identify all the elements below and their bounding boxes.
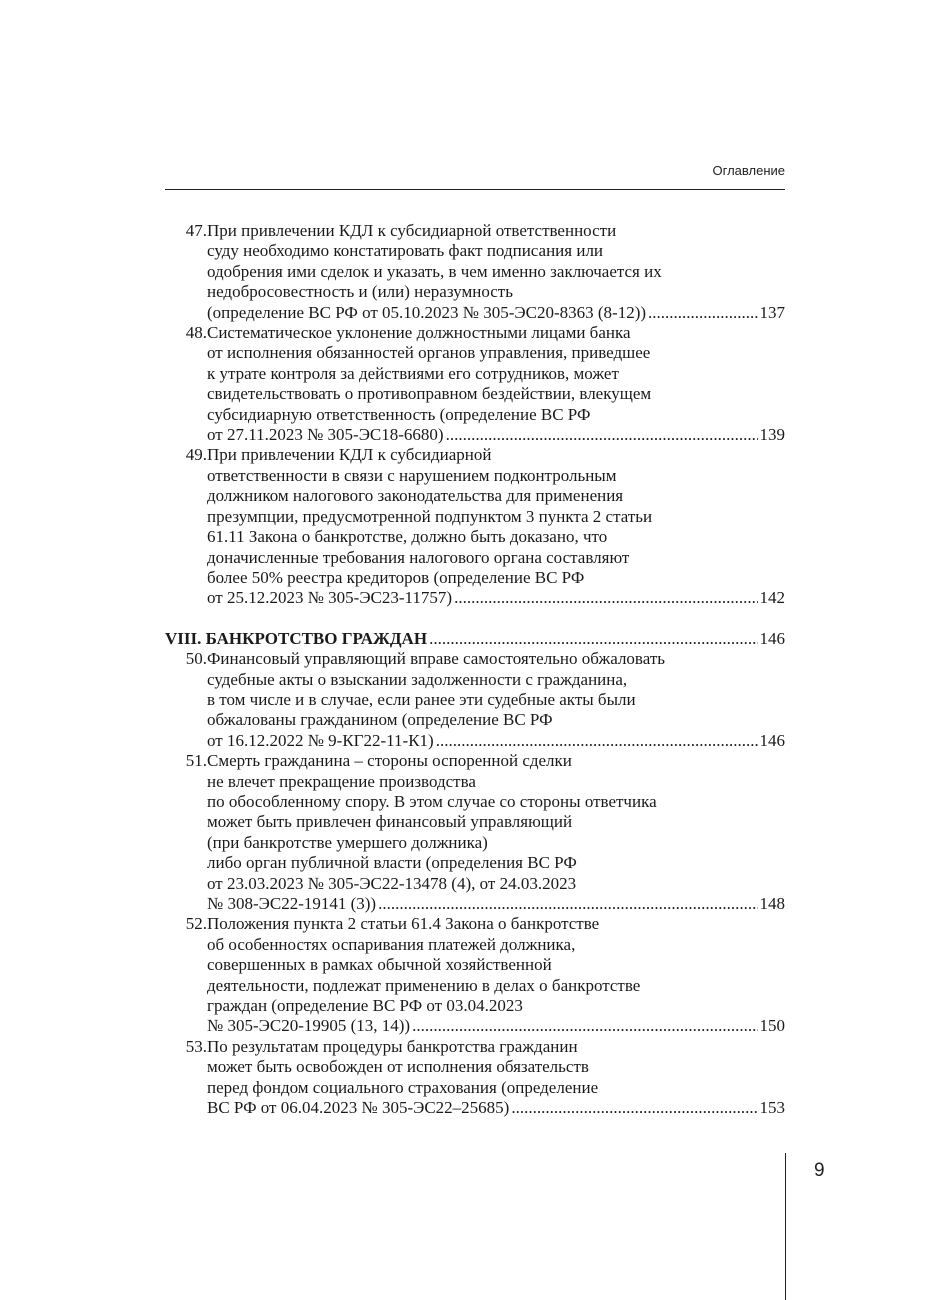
entry-line: к утрате контроля за действиями его сотрудников, может bbox=[207, 363, 619, 383]
entry-line: обжалованы гражданином (определение ВС РФ bbox=[207, 710, 553, 730]
entry-line: от исполнения обязанностей органов управления, приведшее bbox=[207, 343, 651, 363]
entry-line: недобросовестность и (или) неразумность bbox=[207, 282, 513, 302]
entry-line: Финансовый управляющий вправе самостоятельно обжаловать bbox=[207, 649, 666, 669]
page-ref: 139 bbox=[759, 425, 785, 445]
entry-line: совершенных в рамках обычной хозяйственной bbox=[207, 955, 552, 975]
entry-number: 47. bbox=[185, 221, 207, 240]
dot-leader bbox=[378, 894, 757, 914]
entry-line: может быть освобожден от исполнения обязательств bbox=[207, 1057, 589, 1077]
entry-line: от 27.11.2023 № 305-ЭС18-6680) bbox=[207, 425, 444, 445]
toc-entry-53[interactable] bbox=[165, 1037, 785, 1119]
dot-leader bbox=[412, 1016, 757, 1036]
toc-entry-48[interactable] bbox=[165, 323, 785, 445]
entry-line: (при банкротстве умершего должника) bbox=[207, 832, 488, 852]
entry-line: свидетельствовать о противоправном бездействии, влекущем bbox=[207, 384, 652, 404]
page-ref: 150 bbox=[759, 1016, 785, 1036]
table-of-contents bbox=[165, 221, 785, 1118]
entry-line: граждан (определение ВС РФ от 03.04.2023 bbox=[207, 996, 523, 1016]
entry-line: При привлечении КДЛ к субсидиарной bbox=[207, 445, 492, 465]
entry-line: об особенностях оспаривания платежей должника, bbox=[207, 934, 576, 954]
entry-line: более 50% реестра кредиторов (определение ВС РФ bbox=[207, 567, 585, 587]
entry-line: доначисленные требования налогового органа составляют bbox=[207, 547, 630, 567]
entry-line: № 305-ЭС20-19905 (13, 14)) bbox=[207, 1016, 411, 1036]
entry-line: судебные акты о взыскании задолженности с гражданина, bbox=[207, 669, 628, 689]
page-number: 9 bbox=[814, 1160, 825, 1181]
entry-number: 52. bbox=[185, 914, 207, 934]
running-head-title: Оглавление bbox=[712, 163, 785, 178]
section-title: VIII. БАНКРОТСТВО ГРАЖДАН bbox=[165, 628, 428, 648]
entry-line: № 308-ЭС22-19141 (3)) bbox=[207, 894, 377, 913]
entry-line: презумпции, предусмотренной подпунктом 3 пункта 2 статьи bbox=[207, 506, 653, 526]
entry-line: должником налогового законодательства для применения bbox=[207, 486, 624, 506]
entry-line: перед фондом социального страхования (определение bbox=[207, 1077, 599, 1097]
entry-line: деятельности, подлежат применению в делах о банкротстве bbox=[207, 975, 641, 995]
entry-line: Смерть гражданина – стороны оспоренной сделки bbox=[207, 751, 572, 771]
entry-line: Систематическое уклонение должностными лицами банка bbox=[207, 323, 631, 343]
dot-leader bbox=[454, 588, 757, 608]
page-number-rule bbox=[785, 1153, 786, 1300]
dot-leader bbox=[436, 731, 758, 751]
page-ref: 142 bbox=[759, 588, 785, 608]
entry-line: субсидиарную ответственность (определение ВС РФ bbox=[207, 404, 591, 424]
toc-section-heading[interactable] bbox=[165, 629, 785, 649]
entry-line: Положения пункта 2 статьи 61.4 Закона о банкротстве bbox=[207, 914, 600, 934]
entry-line: одобрения ими сделок и указать, в чем именно заключается их bbox=[207, 261, 662, 281]
entry-line: ВС РФ от 06.04.2023 № 305-ЭС22–25685) bbox=[207, 1098, 510, 1118]
entry-line: При привлечении КДЛ к субсидиарной ответственности bbox=[207, 221, 617, 240]
entry-line: по обособленному спору. В этом случае со стороны ответчика bbox=[207, 791, 657, 811]
dot-leader bbox=[648, 303, 757, 323]
entry-line: ответственности в связи с нарушением подконтрольным bbox=[207, 465, 617, 485]
dot-leader bbox=[429, 629, 757, 649]
dot-leader bbox=[511, 1098, 757, 1118]
entry-number: 48. bbox=[185, 323, 207, 343]
entry-line: от 16.12.2022 № 9-КГ22-11-К1) bbox=[207, 730, 434, 750]
entry-line: не влечет прекращение производства bbox=[207, 771, 476, 791]
page-ref: 137 bbox=[759, 302, 785, 322]
entry-line: либо орган публичной власти (определения ВС РФ bbox=[207, 853, 577, 873]
entry-line: может быть привлечен финансовый управляющий bbox=[207, 812, 573, 832]
toc-entry-47[interactable] bbox=[165, 221, 785, 323]
toc-entry-51[interactable] bbox=[165, 751, 785, 914]
entry-line: (определение ВС РФ от 05.10.2023 № 305-ЭС20-8363 (8-12)) bbox=[207, 302, 647, 322]
entry-line: 61.11 Закона о банкротстве, должно быть доказано, что bbox=[207, 527, 608, 547]
page-ref: 153 bbox=[759, 1098, 785, 1118]
page-ref: 146 bbox=[759, 628, 785, 648]
toc-entry-52[interactable] bbox=[165, 914, 785, 1036]
dot-leader bbox=[446, 425, 758, 445]
entry-line: от 23.03.2023 № 305-ЭС22-13478 (4), от 24.03.2023 bbox=[207, 873, 577, 893]
entry-line: от 25.12.2023 № 305-ЭС23-11757) bbox=[207, 588, 453, 608]
toc-entry-50[interactable] bbox=[165, 649, 785, 751]
entry-number: 49. bbox=[185, 445, 207, 465]
toc-entry-49[interactable] bbox=[165, 445, 785, 608]
entry-number: 50. bbox=[185, 649, 207, 669]
entry-number: 51. bbox=[185, 751, 207, 771]
header-rule bbox=[165, 189, 785, 190]
entry-line: в том числе и в случае, если ранее эти судебные акты были bbox=[207, 689, 636, 709]
entry-number: 53. bbox=[185, 1036, 207, 1056]
entry-line: суду необходимо констатировать факт подписания или bbox=[207, 241, 604, 261]
page-ref: 146 bbox=[759, 730, 785, 750]
entry-line: По результатам процедуры банкротства гражданин bbox=[207, 1036, 578, 1056]
page-ref: 148 bbox=[759, 894, 785, 913]
